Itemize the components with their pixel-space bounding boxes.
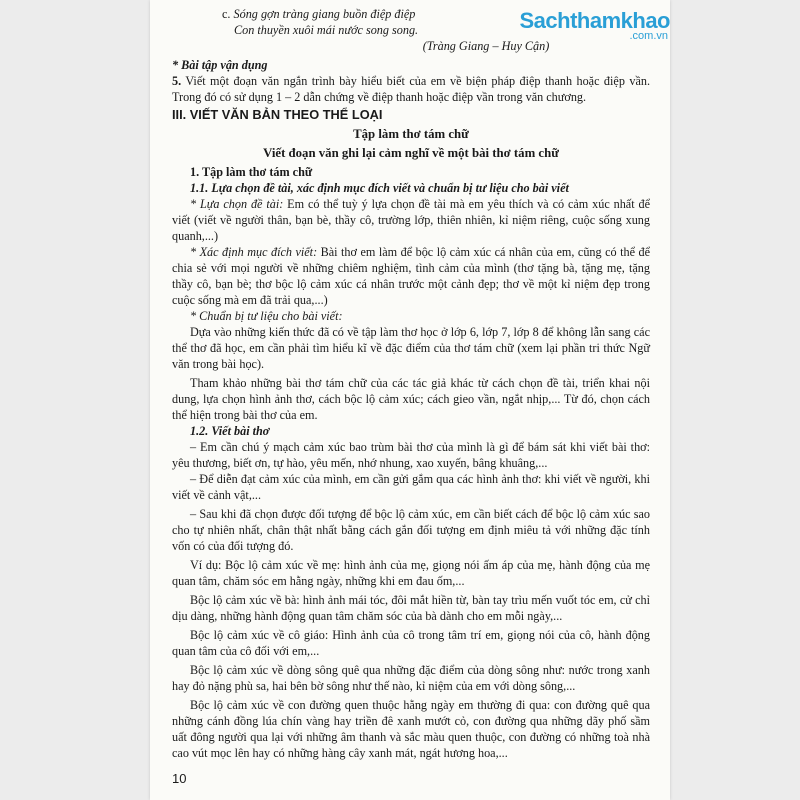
example-3: Bộc lộ cảm xúc về cô giáo: Hình ảnh của cô trong tâm trí em, giọng nói của cô, hành động quan tâm của cô đối với em,... — [172, 628, 650, 658]
purpose-label: * Xác định mục đích viết: — [190, 245, 318, 259]
watermark-logo — [510, 8, 670, 42]
example-5: Bộc lộ cảm xúc về con đường quen thuộc hằng ngày em thường đi qua: con đường quê qua những cánh đồng lúa chín vàng hay triền đê xanh mướt cỏ, con đường qua những dãy phố sầm uất đông người qua lại với những âm thanh và sắc màu quen thuộc, con đường có những toà nhà cao vút mọc lên hay có những hàng cây xanh mát, ngát hương hoa,... — [172, 698, 650, 760]
logo-brand: Sachthamkhao — [519, 8, 670, 33]
poem-line-2: Con thuyền xuôi mái nước song song. — [234, 23, 419, 37]
example-4: Bộc lộ cảm xúc về dòng sông quê qua những đặc điểm của dòng sông như: nước trong xanh hay đỏ nặng phù sa, hai bên bờ sông như thế nào, kỉ niệm của em với dòng sông,... — [172, 663, 650, 693]
write-paragraph-3: – Sau khi đã chọn được đối tượng để bộc lộ cảm xúc, em cần biết cách để bộc lộ cảm xúc sao cho tự nhiên nhất, chân thật nhất bằng cách gắn đối tượng em định miêu tả với những đặc tính vốn có của đối tượng đó. — [172, 507, 650, 553]
page-content — [172, 6, 650, 761]
heading-1: 1. Tập làm thơ tám chữ — [190, 165, 313, 179]
prep-paragraph-2: Tham khảo những bài thơ tám chữ của các tác giả khác từ cách chọn đề tài, triển khai nội dung, lựa chọn hình ảnh thơ, cách bộc lộ cảm xúc; cách gieo vần, ngắt nhịp,... Từ đó, chọn cách thể hiện trong bài thơ của em. — [172, 376, 650, 422]
topic-label: * Lựa chọn đề tài: — [190, 197, 284, 211]
write-paragraph-2: – Để diễn đạt cảm xúc của mình, em cần gửi gắm qua các hình ảnh thơ: khi viết về người, khi viết về cảnh vật,... — [172, 472, 650, 502]
purpose-text: Bài thơ em làm để bộc lộ cảm xúc cá nhân của em, cũng có thể để chia sẻ với mọi người về những chiêm nghiệm, tình cảm của mình (thơ tặng bà, tặng mẹ, tặng thầy cô, bạn bè; thơ bộc lộ cảm xúc cá nhân trước một cảnh đẹp; thơ về một kỉ niệm đẹp trong cuộc sống mà em đã trải qua,...) — [172, 245, 650, 307]
page-number: 10 — [172, 771, 187, 786]
subtitle-1: Tập làm thơ tám chữ — [353, 127, 469, 141]
exercise-5-number: 5. — [172, 74, 182, 88]
write-paragraph-1: – Em cần chú ý mạch cảm xúc bao trùm bài thơ của mình là gì để bám sát khi viết bài thơ: yêu thương, biết ơn, tự hào, yêu mến, nhớ nhung, xao xuyến, bâng khuâng,... — [172, 440, 650, 470]
poem-text-1: Sóng gợn tràng giang buồn điệp điệp — [233, 7, 416, 21]
exercise-heading: * Bài tập vận dụng — [172, 58, 268, 72]
logo-domain: .com.vn — [629, 30, 668, 42]
example-2: Bộc lộ cảm xúc về bà: hình ảnh mái tóc, đôi mắt hiền từ, bàn tay trìu mến vuốt tóc em, cử chỉ dịu dàng, những hành động quan tâm chăm sóc của bà dành cho em mỗi ngày,... — [172, 593, 650, 623]
topic-text: Em có thể tuỳ ý lựa chọn đề tài mà em yêu thích và có cảm xúc nhất để viết (viết về người thân, bạn bè, thầy cô, trường lớp, thiên nhiên, kỉ niệm riêng, cuộc sống xung quanh,...) — [172, 197, 650, 243]
example-1: Ví dụ: Bộc lộ cảm xúc về mẹ: hình ảnh của mẹ, giọng nói ấm áp của mẹ, hành động của mẹ quan tâm, chăm sóc em hằng ngày, những khi em đau ốm,... — [172, 558, 650, 588]
prep-label: * Chuẩn bị tư liệu cho bài viết: — [190, 309, 343, 323]
poem-source: (Tràng Giang – Huy Cận) — [422, 39, 550, 53]
poem-label: c. — [222, 7, 231, 21]
exercise-5 — [172, 73, 650, 105]
section-title: III. VIẾT VĂN BẢN THEO THỂ LOẠI — [172, 107, 383, 122]
exercise-5-text: Viết một đoạn văn ngắn trình bày hiểu biết của em về biện pháp điệp thanh hoặc điệp vần. Trong đó có sử dụng 1 – 2 dẫn chứng về điệp thanh hoặc điệp vần trong văn chương. — [172, 74, 650, 104]
prep-paragraph-1: Dựa vào những kiến thức đã có về tập làm thơ học ở lớp 6, lớp 7, lớp 8 để không lẫn sang các thể thơ đã học, em cần phải tìm hiểu kĩ về đặc điểm của thơ tám chữ (xem lại phần tri thức Ngữ văn trong bài học). — [172, 325, 650, 371]
topic-paragraph — [172, 196, 650, 244]
heading-1-1: 1.1. Lựa chọn đề tài, xác định mục đích viết và chuẩn bị tư liệu cho bài viết — [190, 181, 569, 195]
document-page — [150, 0, 670, 800]
subtitle-2: Viết đoạn văn ghi lại cảm nghĩ về một bài thơ tám chữ — [263, 146, 559, 160]
purpose-paragraph — [172, 244, 650, 308]
heading-1-2: 1.2. Viết bài thơ — [190, 424, 270, 438]
